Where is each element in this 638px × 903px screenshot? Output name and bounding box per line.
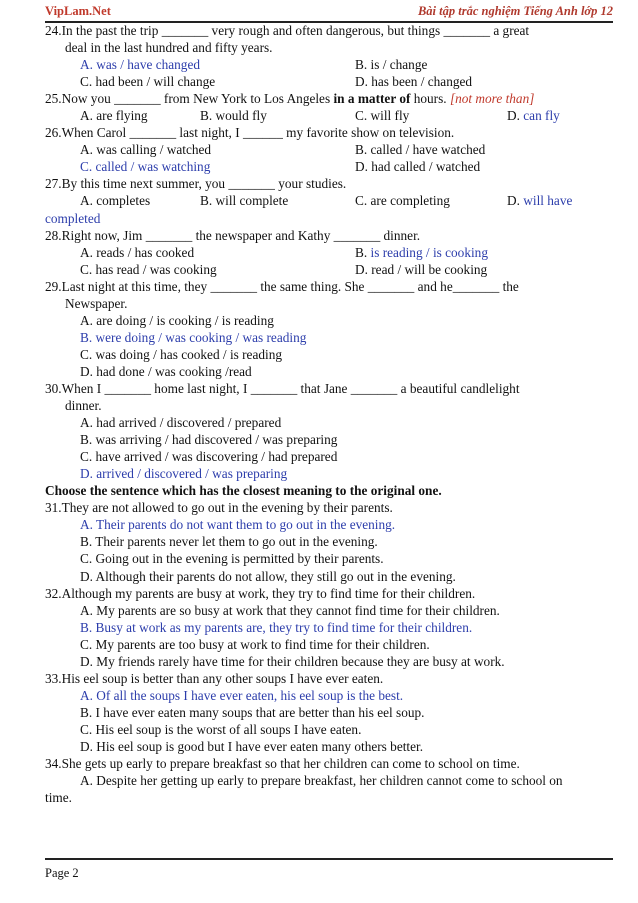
option-d: D. His eel soup is good but I have ever eaten many others better. xyxy=(80,738,424,754)
option-b-letter: B. xyxy=(355,244,371,260)
option-b: B. was arriving / had discovered / was preparing xyxy=(80,432,338,448)
question-32: 32.Although my parents are busy at work, they try to find time for their children. xyxy=(45,585,476,601)
option-c: C. are completing xyxy=(355,193,450,209)
option-a: A. are doing / is cooking / is reading xyxy=(80,312,274,328)
option-d-letter: D. xyxy=(507,193,524,209)
options-row xyxy=(45,107,613,124)
site-name: VipLam.Net xyxy=(45,4,111,18)
option-a-continued: time. xyxy=(45,790,72,806)
question-29-continued: Newspaper. xyxy=(65,295,128,311)
question-24-continued: deal in the last hundred and fifty years. xyxy=(65,40,273,56)
option-b: B. were doing / was cooking / was reading xyxy=(80,329,307,345)
option-b: B. I have ever eaten many soups that are better than his eel soup. xyxy=(80,704,425,720)
question-26: 26.When Carol _______ last night, I ______ my favorite show on television. xyxy=(45,125,455,141)
question-29: 29.Last night at this time, they _______ the same thing. She _______ and he_______ the xyxy=(45,278,519,294)
option-a: A. Their parents do not want them to go out in the evening. xyxy=(80,517,396,533)
option-d-answer: can fly xyxy=(523,108,560,124)
option-b: B. is / change xyxy=(355,57,428,73)
option-c: C. have arrived / was discovering / had prepared xyxy=(80,449,338,465)
option-a: A. was / have changed xyxy=(80,57,200,73)
question-25-text: 25.Now you _______ from New York to Los Angeles xyxy=(45,91,334,107)
question-28: 28.Right now, Jim _______ the newspaper and Kathy _______ dinner. xyxy=(45,227,421,243)
question-31: 31.They are not allowed to go out in the evening by their parents. xyxy=(45,500,393,516)
option-b-answer: is reading / is cooking xyxy=(370,244,488,260)
option-d xyxy=(507,107,560,124)
option-a: A. Of all the soups I have ever eaten, his eel soup is the best. xyxy=(80,687,404,703)
option-c: C. had been / will change xyxy=(80,74,216,90)
option-c: C. will fly xyxy=(355,108,410,124)
option-c: C. was doing / has cooked / is reading xyxy=(80,346,283,362)
option-d: D. had called / watched xyxy=(355,159,481,175)
options-row xyxy=(45,73,613,90)
option-d: D. read / will be cooking xyxy=(355,261,488,277)
option-c: C. has read / was cooking xyxy=(80,261,217,277)
question-25-hint: [not more than] xyxy=(449,91,535,107)
option-d: D. has been / changed xyxy=(355,74,473,90)
question-25-keyword: in a matter of xyxy=(333,91,411,107)
option-a: A. was calling / watched xyxy=(80,142,212,158)
question-30-continued: dinner. xyxy=(65,398,102,414)
option-a: A. reads / has cooked xyxy=(80,244,195,260)
option-d-letter: D. xyxy=(507,108,524,124)
document-body xyxy=(45,22,613,806)
question-27: 27.By this time next summer, you _______ your studies. xyxy=(45,176,347,192)
options-row xyxy=(45,158,613,175)
option-a: A. had arrived / discovered / prepared xyxy=(80,415,282,431)
options-row xyxy=(45,56,613,73)
options-row xyxy=(45,141,613,158)
option-b xyxy=(355,244,488,261)
option-d: D. had done / was cooking /read xyxy=(80,363,252,379)
options-row xyxy=(45,244,613,261)
option-b: B. Busy at work as my parents are, they try to find time for their children. xyxy=(80,619,473,635)
option-c: C. His eel soup is the worst of all soups I have eaten. xyxy=(80,721,362,737)
options-row xyxy=(45,192,613,209)
question-25-text-end: hours. xyxy=(410,91,450,107)
option-b: B. would fly xyxy=(200,108,267,124)
option-d: D. My friends rarely have time for their children because they are busy at work. xyxy=(80,653,505,669)
options-row xyxy=(45,261,613,278)
question-25 xyxy=(45,90,613,107)
question-34: 34.She gets up early to prepare breakfast so that her children can come to school on time. xyxy=(45,756,520,772)
section-heading: Choose the sentence which has the closest meaning to the original one. xyxy=(45,483,442,499)
option-a: A. Despite her getting up early to prepare breakfast, her children cannot come to school on xyxy=(80,773,563,789)
option-d: D. arrived / discovered / was preparing xyxy=(80,466,288,482)
option-b: B. Their parents never let them to go out in the evening. xyxy=(80,534,378,550)
option-a: A. My parents are so busy at work that they cannot find time for their children. xyxy=(80,602,500,618)
page-number: Page 2 xyxy=(45,866,79,880)
question-30: 30.When I _______ home last night, I _______ that Jane _______ a beautiful candlelight xyxy=(45,380,520,396)
question-24: 24.In the past the trip _______ very rough and often dangerous, but things _______ a great xyxy=(45,23,530,38)
option-a: A. completes xyxy=(80,193,151,209)
option-b: B. will complete xyxy=(200,193,289,209)
document-title: Bài tập trắc nghiệm Tiếng Anh lớp 12 xyxy=(417,4,613,18)
question-33: 33.His eel soup is better than any other soups I have ever eaten. xyxy=(45,670,384,686)
footer-divider xyxy=(45,858,613,860)
option-a: A. are flying xyxy=(80,108,148,124)
option-c: C. My parents are too busy at work to find time for their children. xyxy=(80,636,430,652)
option-b: B. called / have watched xyxy=(355,142,486,158)
option-d: D. Although their parents do not allow, they still go out in the evening. xyxy=(80,568,456,584)
option-c: C. called / was watching xyxy=(80,159,211,175)
option-d xyxy=(507,192,572,209)
option-d-continued: completed xyxy=(45,210,101,226)
page-header xyxy=(45,4,613,22)
option-c: C. Going out in the evening is permitted by their parents. xyxy=(80,551,384,567)
option-d-answer: will have xyxy=(523,193,573,209)
